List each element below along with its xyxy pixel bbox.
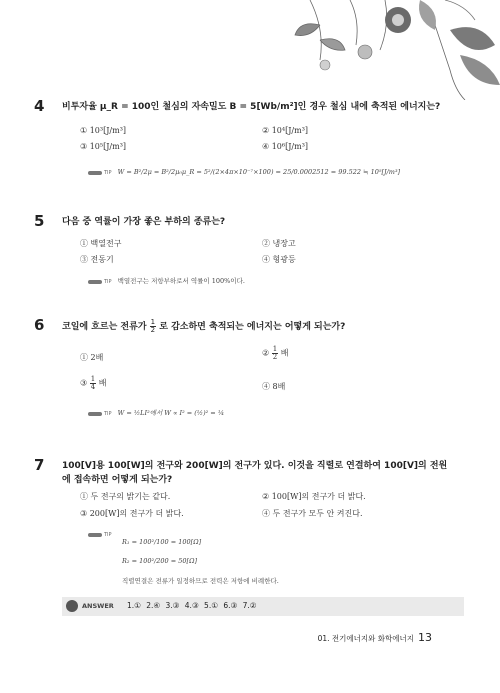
- option-1: ① 10³[J/m³]: [80, 126, 127, 135]
- answer-bar: [62, 597, 464, 616]
- page-number: 13: [418, 631, 432, 644]
- tip-formula-r1: R₁ = 100²/100 = 100[Ω]: [122, 538, 202, 546]
- tip-block: [88, 276, 245, 285]
- tip-formula: W = ½LI²에서 W ∝ I² = (½)² = ¼: [117, 409, 225, 417]
- option-2: ② 10⁴[J/m³]: [262, 126, 309, 135]
- option-2: ② $\frac{1}{2}$ 배: [262, 345, 289, 361]
- question-5: [34, 212, 462, 230]
- option-3: ③ 200[W]의 전구가 더 밝다.: [80, 509, 184, 518]
- tip-badge: TIP: [88, 532, 112, 538]
- option-3: ③ 10⁵[J/m³]: [80, 142, 127, 151]
- answer-badge-icon: [66, 600, 78, 612]
- option-3: ③ $\frac{1}{4}$ 배: [80, 375, 107, 391]
- question-text: 비투자율 μ_R = 100인 철심의 자속밀도 B = 5[Wb/m²]인 경우 철심 내에 축적된 에너지는?: [62, 102, 441, 112]
- option-4: ④ 8배: [262, 382, 286, 391]
- option-2: ② 냉장고: [262, 239, 296, 248]
- tip-block: [88, 530, 116, 538]
- pen-icon: [88, 533, 102, 537]
- option-4: ④ 두 전구가 모두 안 켜진다.: [262, 509, 363, 518]
- question-text: 100[V]용 100[W]의 전구와 200[W]의 전구가 있다. 이것을 직렬로 연결하여 100[V]의 전원 에 접속하면 어떻게 되는가?: [62, 461, 448, 485]
- tip-block: [88, 168, 400, 176]
- floral-illustration: [290, 0, 500, 100]
- question-number: 5: [34, 212, 45, 230]
- question-text: 코일에 흐르는 전류가 $\frac{1}{2}$ 로 감소하면 축적되는 에너지는 어떻게 되는가?: [62, 318, 346, 334]
- tip-formula-r2: R₂ = 100²/200 = 50[Ω]: [122, 557, 197, 565]
- option-1: ① 두 전구의 밝기는 같다.: [80, 492, 171, 501]
- chapter-title: 01. 전기에너지와 화학에너지: [317, 634, 414, 643]
- answer-key: 1.① 2.④ 3.③ 4.③ 5.① 6.③ 7.②: [127, 601, 257, 610]
- option-1: ① 백열전구: [80, 239, 122, 248]
- question-6: [34, 316, 462, 334]
- question-number: 7: [34, 456, 45, 474]
- question-number: 6: [34, 316, 45, 334]
- question-4: [34, 97, 462, 115]
- answer-label: ANSWER: [82, 602, 114, 610]
- question-7: [34, 456, 462, 487]
- question-text: 다음 중 역률이 가장 좋은 부하의 종류는?: [62, 217, 226, 227]
- tip-text: 직렬연결은 전류가 일정하므로 전력은 저항에 비례한다.: [122, 577, 279, 585]
- tip-block: [88, 408, 224, 417]
- page-footer: [318, 631, 432, 644]
- pen-icon: [88, 412, 102, 416]
- tip-formula: W = B²/2μ = B²/2μ₀μ_R = 5²/(2×4π×10⁻⁷×100) = 25/0.0002512 = 99.522 ≒ 10⁵[J/m³]: [117, 168, 401, 176]
- option-1: ① 2배: [80, 353, 104, 362]
- question-number: 4: [34, 97, 45, 115]
- option-4: ④ 형광등: [262, 255, 296, 264]
- tip-text: 백열전구는 저항부하로서 역률이 100%이다.: [117, 277, 245, 285]
- tip-badge: TIP: [88, 279, 112, 285]
- pen-icon: [88, 280, 102, 284]
- option-4: ④ 10⁶[J/m³]: [262, 142, 309, 151]
- leaf-icon: [450, 27, 495, 50]
- tip-badge: TIP: [88, 170, 112, 176]
- pen-icon: [88, 171, 102, 175]
- option-2: ② 100[W]의 전구가 더 밝다.: [262, 492, 366, 501]
- tip-badge: TIP: [88, 411, 112, 417]
- option-3: ③ 전동기: [80, 255, 114, 264]
- bud-icon: [358, 45, 372, 59]
